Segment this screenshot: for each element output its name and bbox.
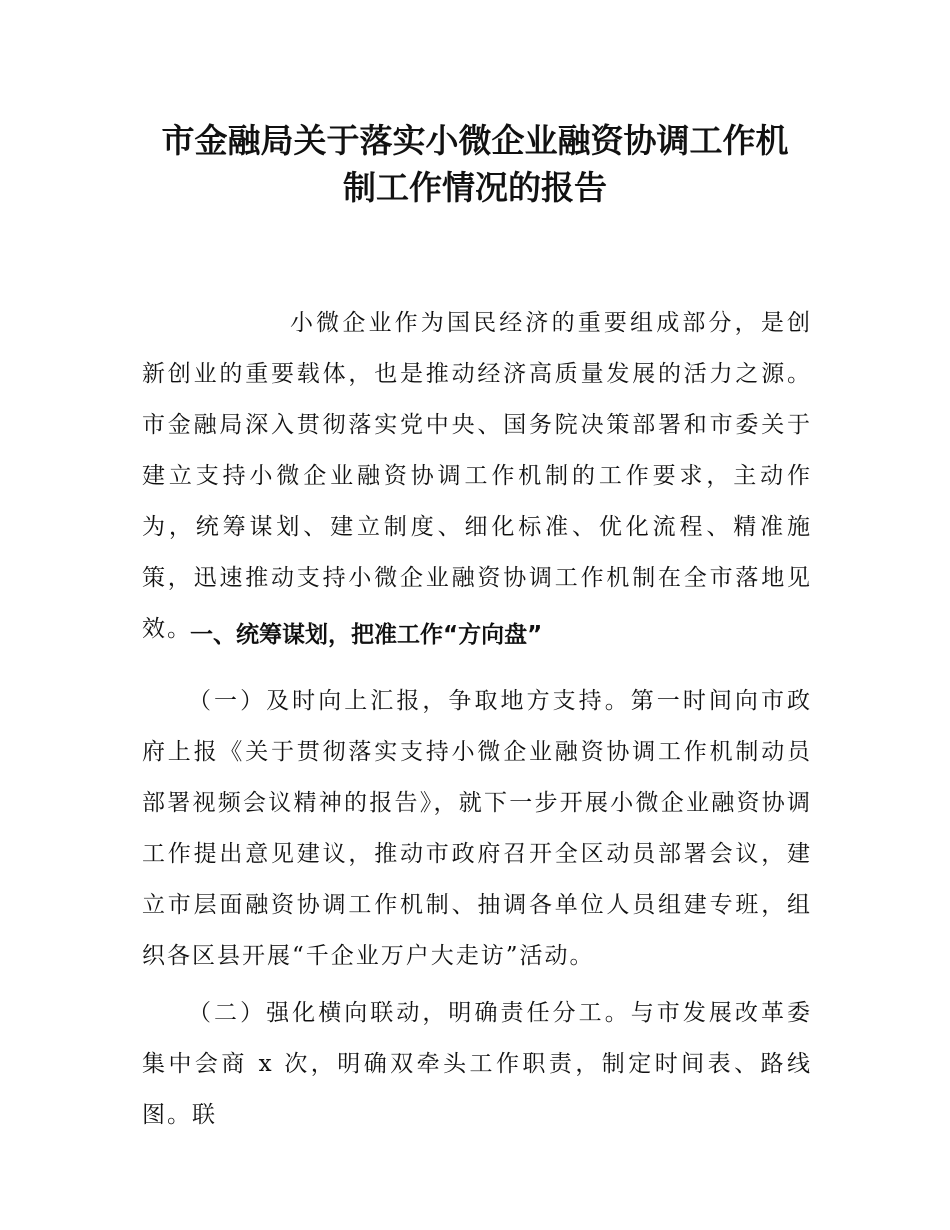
document-title-line-1: 市金融局关于落实小微企业融资协调工作机 (161, 121, 789, 160)
section-heading-1: 一、统筹谋划，把准工作“方向盘” (190, 622, 543, 648)
subsection-paragraph-2: （二）强化横向联动，明确责任分工。与市发展改革委集中会商 x 次，明确双牵头工作职责，制定时间表、路线图。联 (142, 1000, 812, 1128)
intro-paragraph: 小微企业作为国民经济的重要组成部分，是创新创业的重要载体，也是推动经济高质量发展的活力之源。市金融局深入贯彻落实党中央、国务院决策部署和市委关于建立支持小微企业融资协调工作机制的工作要求，主动作为，统筹谋划、建立制度、细化标准、优化流程、精准施策，迅速推动支持小微企业融资协调工作机制在全市落地见效。 (142, 310, 812, 642)
document-title-line-2: 制工作情况的报告 (343, 168, 607, 207)
subsection-paragraph-1: （一）及时向上汇报，争取地方支持。第一时间向市政府上报《关于贯彻落实支持小微企业融资协调工作机制动员部署视频会议精神的报告》，就下一步开展小微企业融资协调工作提出意见建议，推动市政府召开全区动员部署会议，建立市层面融资协调工作机制、抽调各单位人员组建专班，组织各区县开展“千企业万户大走访”活动。 (142, 688, 812, 969)
